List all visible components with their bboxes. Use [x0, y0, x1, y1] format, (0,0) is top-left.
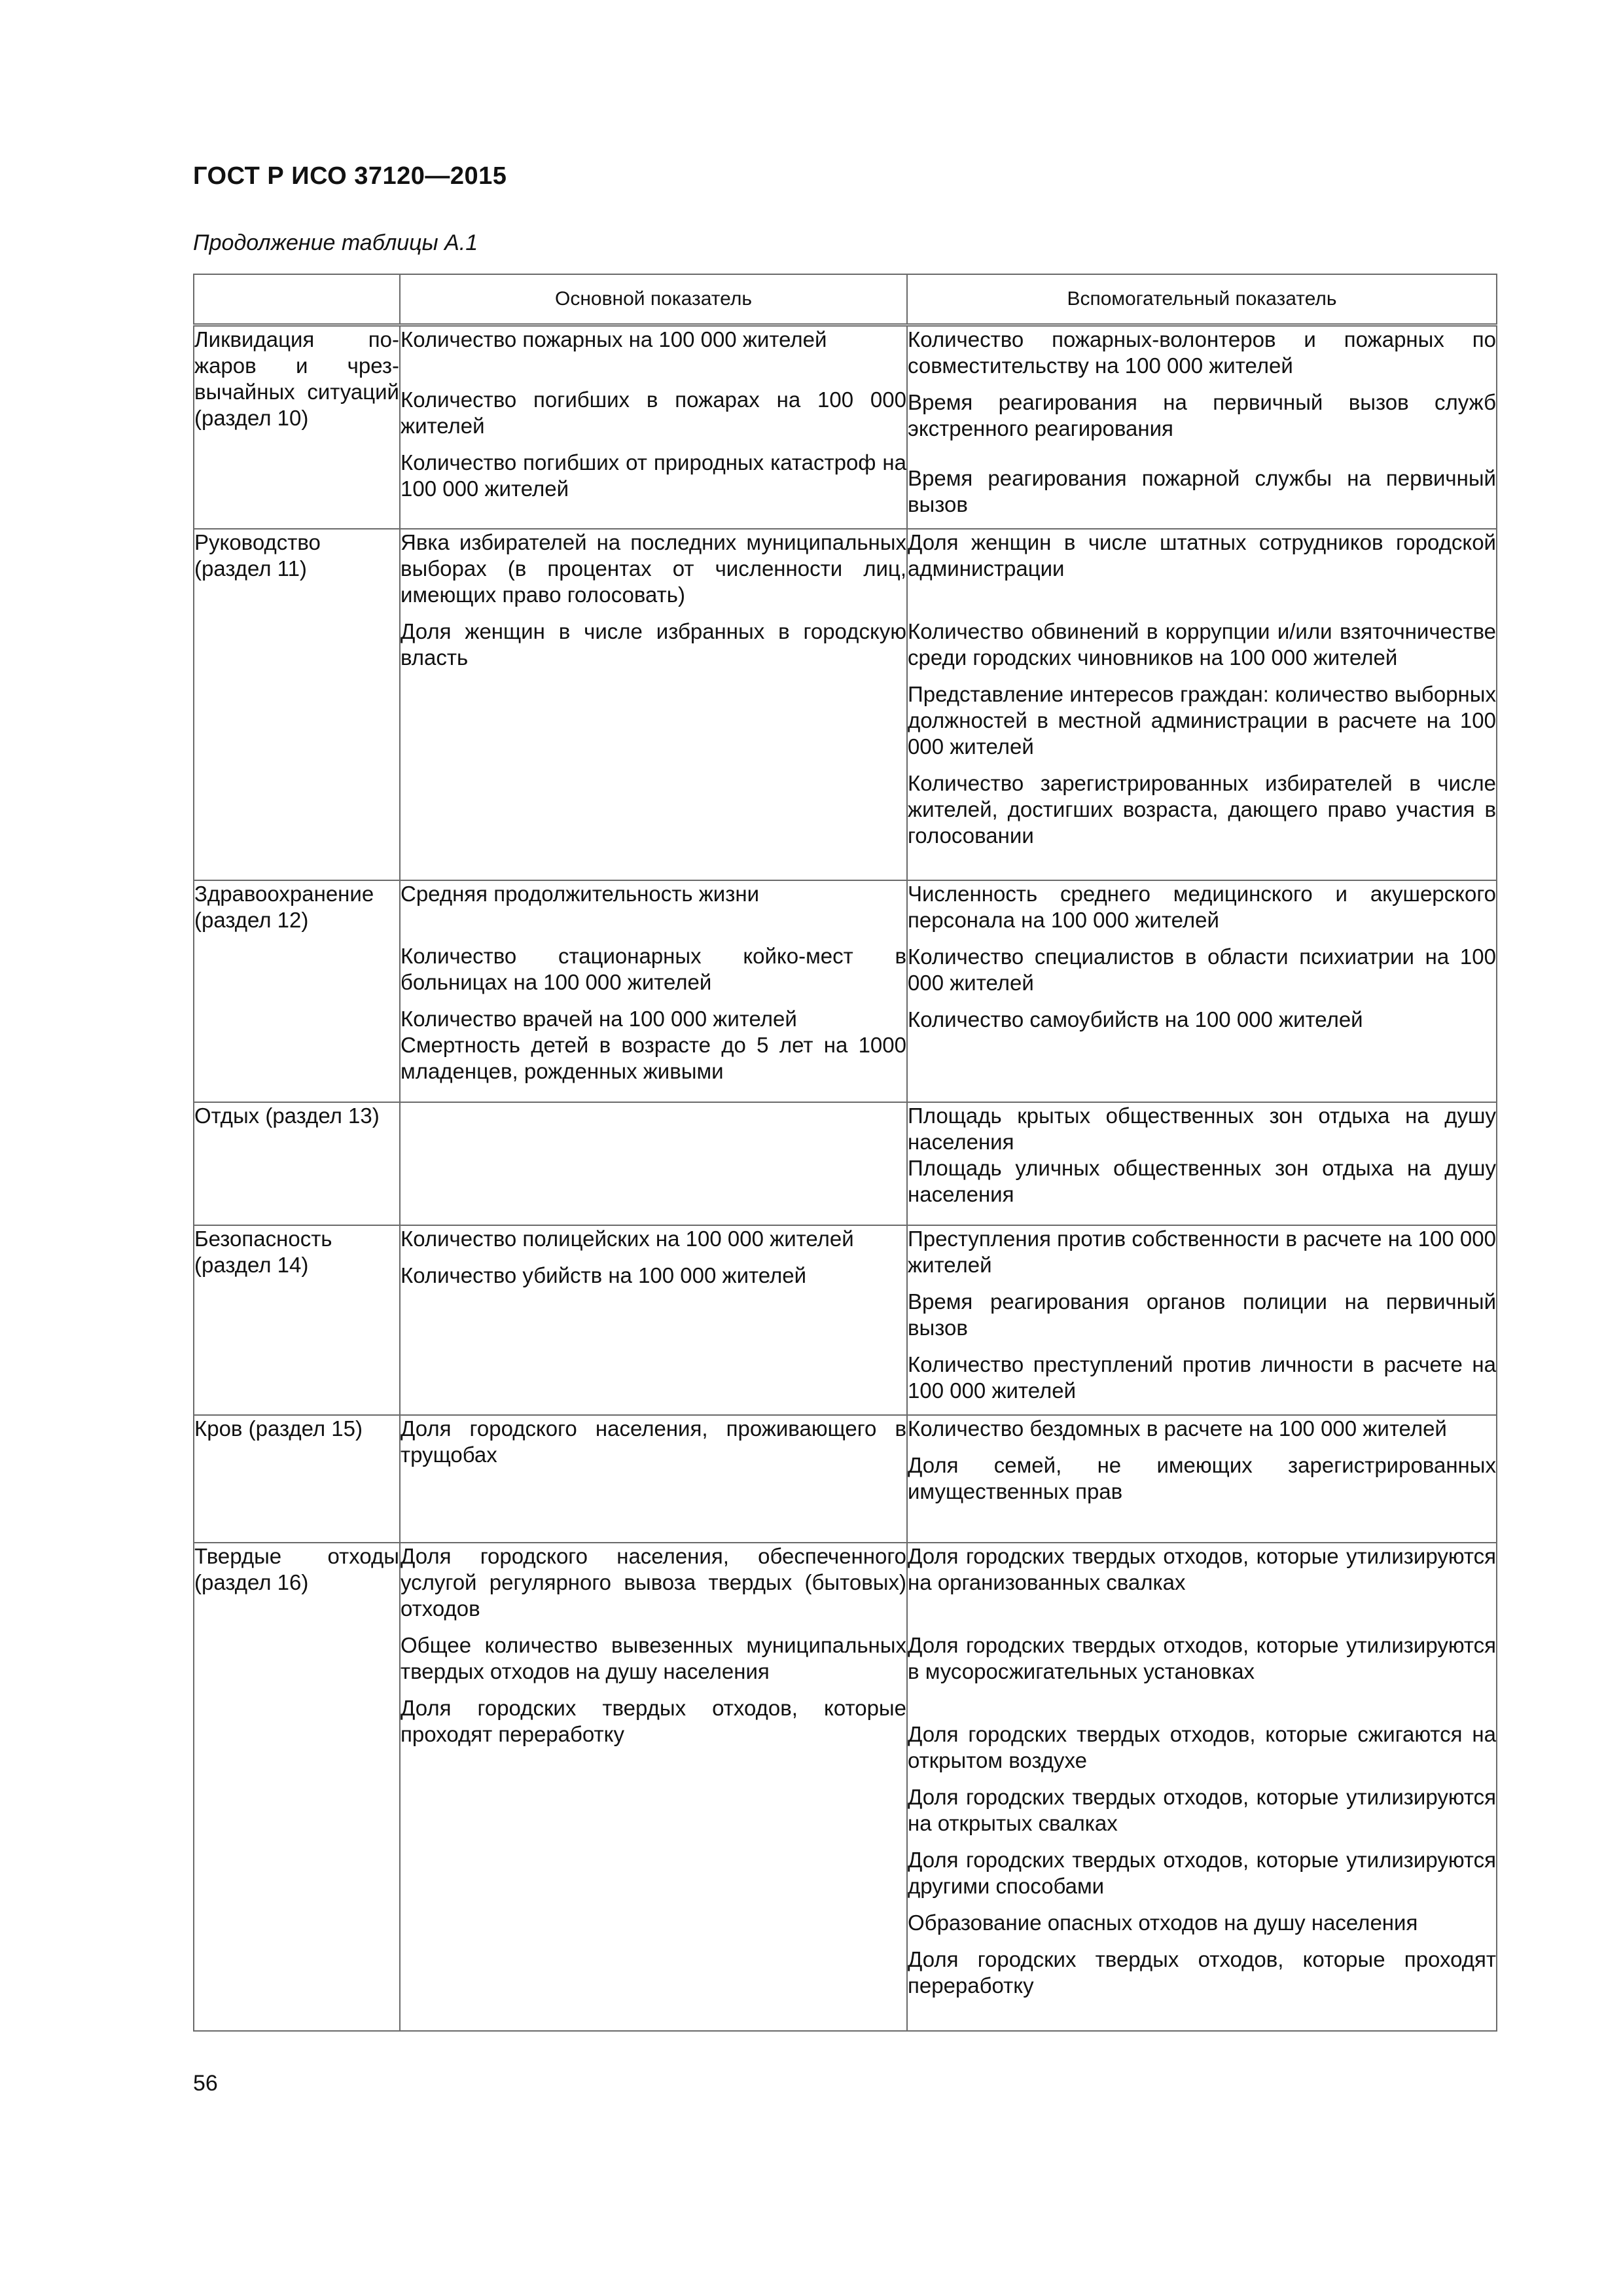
table-row — [194, 1415, 1497, 1543]
aux-indicator: Количество самоубийств на 100 000 жителей — [908, 1007, 1363, 1031]
aux-indicators-cell — [907, 880, 1497, 1102]
main-indicator: Доля городского населения, проживающего в трущобах — [401, 1416, 906, 1467]
main-indicator: Количество пожарных на 100 000 жителей — [401, 327, 827, 351]
table-row — [194, 529, 1497, 880]
aux-indicator: Численность среднего медицинского и акушерского персонала на 100 000 жителей — [908, 881, 1496, 932]
aux-indicator: Преступления против собственности в расчете на 100 000 жителей — [908, 1226, 1496, 1277]
category-cell: Твердые отходы (раздел 16) — [194, 1543, 400, 2031]
document-header: ГОСТ Р ИСО 37120—2015 — [193, 162, 507, 190]
table-header-row — [194, 274, 1497, 325]
main-indicators-cell — [400, 880, 907, 1102]
main-indicator: Количество полицейских на 100 000 жителей — [401, 1226, 854, 1251]
aux-indicator: Время реагирования органов полиции на первичный вызов — [908, 1289, 1496, 1340]
aux-indicator: Площадь крытых общественных зон отдыха на душу населения — [908, 1103, 1496, 1154]
aux-indicators-cell — [907, 1225, 1497, 1415]
category-cell: Кров (раздел 15) — [194, 1415, 400, 1543]
aux-indicator: Доля городских твердых отходов, которые утилизируются на организованных свалках — [908, 1543, 1496, 1594]
aux-indicator: Доля городских твердых отходов, которые утилизируются в мусоросжигательных установках — [908, 1632, 1496, 1683]
aux-indicator: Представление интересов граждан: количество выборных должностей в местной администрации в расчете на 100 000 жителей — [908, 681, 1496, 759]
page-number: 56 — [193, 2071, 218, 2096]
column-header-aux: Вспомогательный показатель — [907, 274, 1497, 325]
main-indicators-cell — [400, 1415, 907, 1543]
indicators-table — [193, 274, 1497, 2032]
category-cell: Здравоохранение (раздел 12) — [194, 880, 400, 1102]
table-row — [194, 880, 1497, 1102]
aux-indicator: Количество обвинений в коррупции и/или взяточничестве среди городских чиновников на 100 000 жителей — [908, 619, 1496, 670]
aux-indicators-cell — [907, 325, 1497, 529]
aux-indicators-cell — [907, 1543, 1497, 2031]
aux-indicator: Количество пожарных-волонтеров и пожарных по совместительству на 100 000 жителей — [908, 327, 1496, 378]
category-cell: Безопасность (раздел 14) — [194, 1225, 400, 1415]
aux-indicator: Доля городских твердых отходов, которые утилизируются на открытых свалках — [908, 1784, 1496, 1835]
table-row — [194, 1225, 1497, 1415]
aux-indicator: Доля женщин в числе штатных сотрудников городской администрации — [908, 529, 1496, 581]
aux-indicator: Количество специалистов в области психиатрии на 100 000 жителей — [908, 944, 1496, 995]
aux-indicator: Площадь уличных общественных зон отдыха на душу населения — [908, 1155, 1496, 1206]
aux-indicator: Доля городских твердых отходов, которые утилизируются другими способами — [908, 1847, 1496, 1898]
category-cell: Отдых (раздел 13) — [194, 1102, 400, 1225]
main-indicator: Средняя продолжительность жизни — [401, 881, 759, 906]
aux-indicator: Образование опасных отходов на душу населения — [908, 1910, 1418, 1935]
table-row — [194, 1543, 1497, 2031]
main-indicator: Количество врачей на 100 000 жителей — [401, 1006, 797, 1031]
main-indicators-cell — [400, 529, 907, 880]
main-indicator: Общее количество вывезенных муниципальных твердых отходов на душу населения — [401, 1632, 906, 1683]
aux-indicator: Количество бездомных в расчете на 100 000 жителей — [908, 1416, 1447, 1441]
table-row — [194, 325, 1497, 529]
table-row — [194, 1102, 1497, 1225]
main-indicator: Доля женщин в числе избранных в городскую власть — [401, 619, 906, 670]
aux-indicator: Доля городских твердых отходов, которые проходят переработку — [908, 1946, 1496, 1998]
column-header-category — [194, 274, 400, 325]
aux-indicator: Время реагирования пожарной службы на первичный вызов — [908, 466, 1496, 516]
main-indicators-cell — [400, 325, 907, 529]
category-cell: Руководство (раздел 11) — [194, 529, 400, 880]
aux-indicator: Доля городских твердых отходов, которые сжигаются на открытом воздухе — [908, 1721, 1496, 1772]
aux-indicator: Доля семей, не имеющих зарегистрированных имущественных прав — [908, 1452, 1496, 1503]
main-indicator: Смертность детей в возрасте до 5 лет на 1000 младенцев, рожденных живыми — [401, 1032, 906, 1083]
aux-indicator: Время реагирования на первичный вызов служб экстренного реагирования — [908, 390, 1496, 440]
main-indicators-cell — [400, 1102, 907, 1225]
main-indicator: Количество погибших в пожарах на 100 000 жителей — [401, 387, 906, 438]
aux-indicators-cell — [907, 1102, 1497, 1225]
main-indicator: Количество погибших от природных катастроф на 100 000 жителей — [401, 450, 906, 501]
category-cell: Ликвидация пожаров и чрезвычайных ситуаций (раздел 10) — [194, 325, 400, 529]
main-indicators-cell — [400, 1543, 907, 2031]
table-caption: Продолжение таблицы А.1 — [193, 230, 478, 255]
aux-indicator: Количество зарегистрированных избирателей в числе жителей, достигших возраста, дающего право участия в голосовании — [908, 770, 1496, 848]
main-indicator: Доля городского населения, обеспеченного услугой регулярного вывоза твердых (бытовых) отходов — [401, 1543, 906, 1621]
main-indicator: Количество убийств на 100 000 жителей — [401, 1263, 807, 1287]
main-indicator: Доля городских твердых отходов, которые проходят переработку — [401, 1695, 906, 1746]
aux-indicators-cell — [907, 529, 1497, 880]
main-indicator: Количество стационарных койко-мест в больницах на 100 000 жителей — [401, 943, 906, 994]
main-indicators-cell — [400, 1225, 907, 1415]
aux-indicator: Количество преступлений против личности в расчете на 100 000 жителей — [908, 1352, 1496, 1403]
column-header-main: Основной показатель — [400, 274, 907, 325]
main-indicator: Явка избирателей на последних муниципальных выборах (в процентах от численности лиц, имеющих право голосовать) — [401, 529, 906, 607]
aux-indicators-cell — [907, 1415, 1497, 1543]
